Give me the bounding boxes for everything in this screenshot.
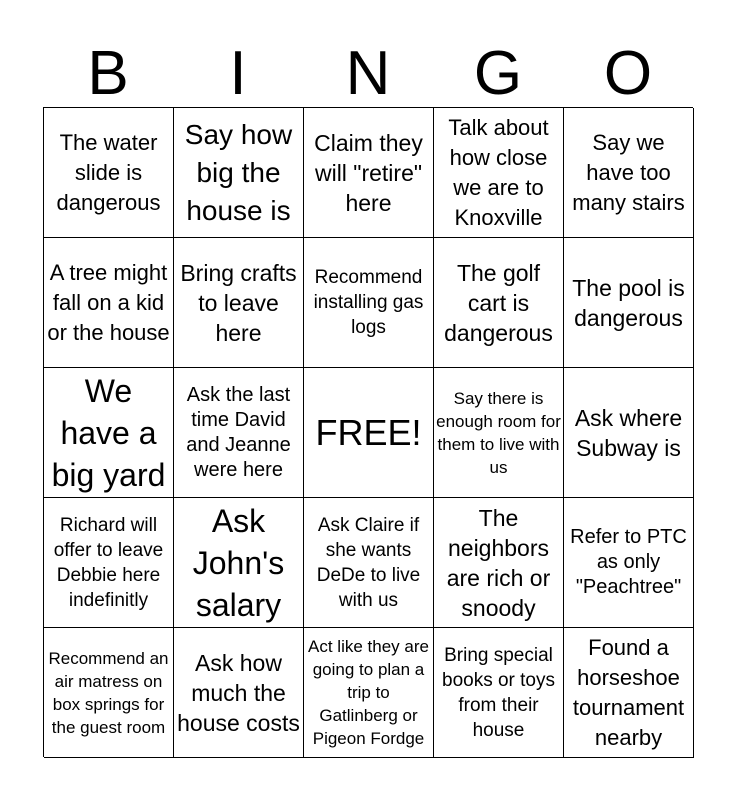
cell-text: Recommend installing gas logs [313,267,424,338]
header-letter-n: N [345,39,391,108]
cell-text: The water slide is dangerous [56,129,161,215]
bingo-cell[interactable] [564,108,694,238]
bingo-cell[interactable] [174,368,304,498]
cell-text: Ask how much the house costs [177,649,300,736]
cell-text: Ask Claire if she wants DeDe to live with us [316,514,421,611]
bingo-cell[interactable] [564,498,694,628]
bingo-cell[interactable] [44,238,174,368]
header-letter-g: G [473,39,523,108]
cell-text: Bring special books or toys from their house [442,644,555,741]
bingo-cell[interactable] [44,498,174,628]
bingo-cell[interactable] [44,628,174,758]
cell-text: Ask where Subway is [574,404,683,461]
bingo-cell[interactable] [174,498,304,628]
cell-text: Say we have too many stairs [572,129,685,215]
cell-text: Refer to PTC as only "Peachtree" [570,526,687,598]
bingo-cell[interactable] [564,628,694,758]
bingo-cell[interactable] [174,628,304,758]
cell-text: The neighbors are rich or snoody [446,504,551,621]
cell-text: Bring crafts to leave here [180,259,297,346]
cell-text: The pool is dangerous [572,274,685,331]
cell-text: Recommend an air matress on box springs for the guest room [48,648,169,737]
bingo-cell[interactable] [434,498,564,628]
bingo-cell[interactable] [564,368,694,498]
bingo-cell[interactable] [304,628,434,758]
bingo-cell[interactable] [564,238,694,368]
bingo-cell[interactable] [304,498,434,628]
cell-text: Act like they are going to plan a trip to Gatlinberg or Pigeon Fordge [308,637,429,748]
cell-text: The golf cart is dangerous [444,259,553,346]
header-letter-b: B [87,39,129,108]
bingo-cell[interactable] [174,238,304,368]
cell-text: Ask John's salary [192,502,285,623]
header-letter-i: I [229,39,247,108]
cell-text: Ask the last time David and Jeanne were here [186,383,291,481]
bingo-cell[interactable] [304,108,434,238]
cell-text: Say how big the house is [184,118,293,226]
cell-text: Talk about how close we are to Knoxville [448,114,549,230]
bingo-cell[interactable] [174,108,304,238]
bingo-cell[interactable] [434,628,564,758]
cell-text: Claim they will "retire" here [314,129,423,216]
cell-text: We have a big yard [51,372,166,493]
bingo-cell[interactable] [434,368,564,498]
cell-text: A tree might fall on a kid or the house [47,259,170,345]
cell-text: Richard will offer to leave Debbie here indefinitly [53,514,164,611]
bingo-cell[interactable] [434,238,564,368]
free-space-text: FREE! [315,411,422,453]
bingo-cell[interactable] [304,238,434,368]
bingo-header [43,40,693,108]
header-letter-o: O [603,39,653,108]
cell-text: Say there is enough room for them to live with us [436,388,561,477]
bingo-cell[interactable] [44,368,174,498]
free-space[interactable] [304,368,434,498]
bingo-cell[interactable] [44,108,174,238]
bingo-board [43,107,693,757]
bingo-cell[interactable] [434,108,564,238]
cell-text: Found a horseshoe tournament nearby [572,634,685,750]
